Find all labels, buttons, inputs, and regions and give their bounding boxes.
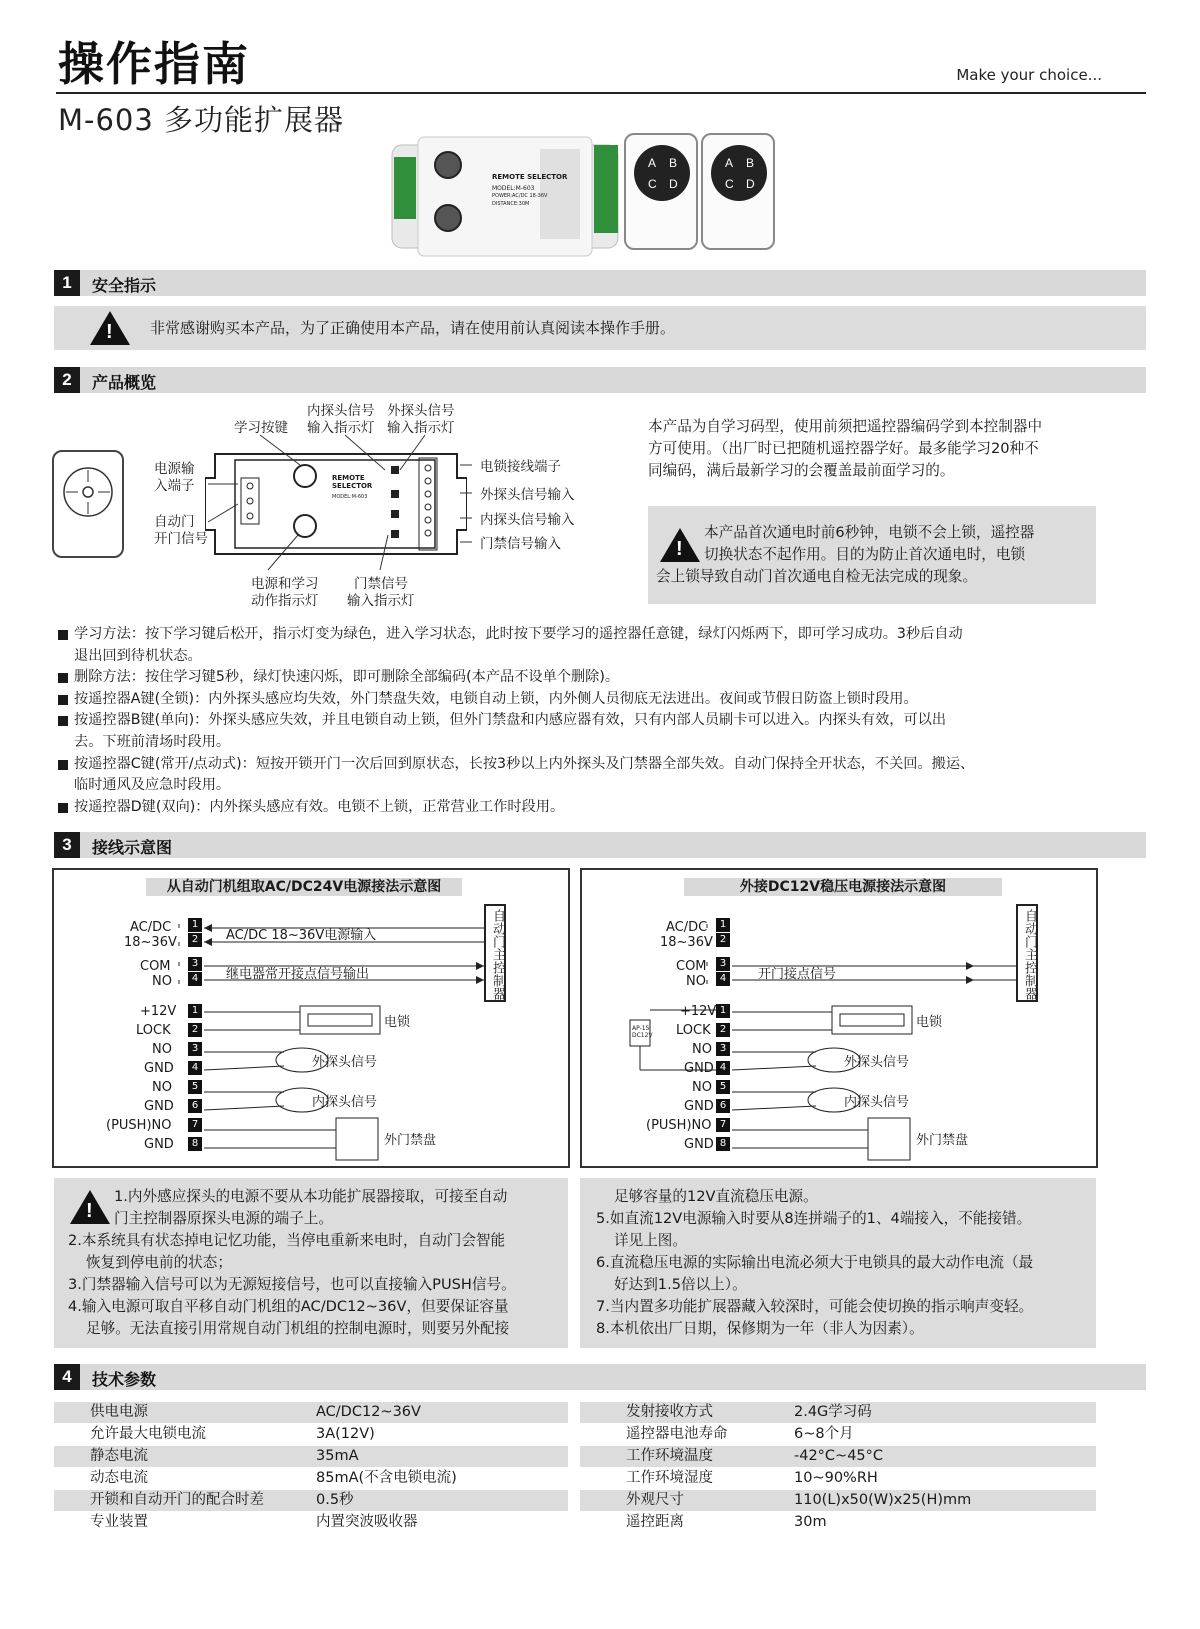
panel-title: 从自动门机组取AC/DC24V电源接法示意图	[146, 878, 462, 896]
list-item: 删除方法：按住学习键5秒，绿灯快速闪烁，即可删除全部编码(本产品不设单个删除)。	[58, 667, 1148, 689]
remote-control-2	[701, 133, 775, 250]
callout-power-learn-led: 电源和学习	[251, 576, 319, 592]
table-row: 遥控器电池寿命 6~8个月	[626, 1426, 854, 1442]
terminal-label: NO	[152, 1080, 172, 1095]
table-row: 专业装置 内置突波吸收器	[90, 1514, 418, 1530]
callout-auto-door: 自动门	[154, 514, 195, 530]
device-label-inner-probe: 内探头信号	[844, 1095, 910, 1110]
device-label-access: 外门禁盘	[384, 1133, 437, 1148]
terminal-label: +12V	[140, 1004, 177, 1019]
device-brand: REMOTE SELECTOR	[492, 173, 568, 181]
spec-table-right	[580, 1402, 1096, 1534]
callout-outer-probe: 外探头信号	[387, 403, 455, 419]
power-on-warning-box: ! 本产品首次通电时前6秒钟，电锁不会上锁，遥控器 切换状态不起作用。目的为防止首次通电时，电锁 会上锁导致自动门首次通电自检无法完成的现象。	[648, 506, 1096, 604]
table-row: 开锁和自动开门的配合时差 0.5秒	[54, 1490, 568, 1511]
device-model: MODEL:M-603	[492, 185, 535, 192]
table-row: 允许最大电锁电流 3A(12V)	[90, 1426, 375, 1442]
wire-label-power: AC/DC 18~36V电源输入	[226, 928, 377, 943]
callout-inner-probe-led: 输入指示灯	[307, 420, 375, 436]
terminal-label: NO	[692, 1042, 712, 1057]
callout-power-input: 电源输	[154, 461, 195, 477]
device-photo	[390, 135, 620, 258]
remote-control-1	[624, 133, 698, 250]
operation-methods-list: 学习方法：按下学习键后松开，指示灯变为绿色，进入学习状态，此时按下要学习的遥控器任意键，绿灯闪烁两下，即可学习成功。3秒后自动 退出回到待机状态。 删除方法：按住学习键5秒，绿灯快速闪烁，即可删除全部编码(本产品不设单个删除)。 按遥控器A键(全锁)：内外探头感应均失效，外门禁盘失效，电锁自动上锁，内外侧人员彻底无法进出。夜间或节假日防盗上锁时段用。 按遥控器B键(单向)：外探头感应失效，并且电锁自动上锁，但外门禁盘和内感应器有效，只有内部人员刷卡可以进入。内探头有效，可以出 去。下班前清场时段用。 按遥控器C键(常开/点动式)：短按开锁开门一次后回到原状态，长按3秒以上内外探头及门禁器全部失效。自动门保持全开状态，不关回。搬运、 临时通风及应急时段用。 按遥控器D键(双向)：内外探头感应有效。电锁不上锁，正常营业工作时段用。	[58, 624, 1148, 818]
callout-auto-door-signal: 开门信号	[154, 531, 208, 547]
callout-learn-key: 学习按键	[234, 420, 288, 436]
terminal-label: COM	[140, 959, 171, 974]
section-number: 1	[54, 270, 80, 296]
list-item: 按遥控器B键(单向)：外探头感应失效，并且电锁自动上锁，但外门禁盘和内感应器有效，只有内部人员刷卡可以进入。内探头有效，可以出	[58, 710, 1148, 732]
table-row: 静态电流 35mA	[54, 1446, 568, 1467]
table-row: 供电电源 AC/DC12~36V	[54, 1402, 568, 1423]
section-header-safety	[54, 270, 1146, 296]
main-controller-box: 自动门主控制器	[484, 904, 506, 1002]
notes-box-right: 足够容量的12V直流稳压电源。 5.如直流12V电源输入时要从8连拼端子的1、4端接入，不能接错。 详见上图。 6.直流稳压电源的实际输出电流必须大于电锁具的最大动作电流（最 好达到1.5倍以上）。 7.当内置多功能扩展器藏入较深时，可能会使切换的指示响声变轻。 8.本机依出厂日期，保修期为一年（非人为因素）。	[580, 1178, 1096, 1348]
terminal-label: LOCK	[136, 1023, 171, 1038]
device-label-lock: 电锁	[916, 1015, 943, 1030]
callout-lock-terminal: 电锁接线端子	[480, 459, 561, 475]
table-row: 工作环境温度 -42°C~45°C	[580, 1446, 1096, 1467]
section-header-wiring	[54, 832, 1146, 858]
device-label-inner-probe: 内探头信号	[312, 1095, 378, 1110]
list-item: 按遥控器C键(常开/点动式)：短按开锁开门一次后回到原状态，长按3秒以上内外探头及门禁器全部失效。自动门保持全开状态，不关回。搬运、	[58, 754, 1148, 776]
section-number: 4	[54, 1364, 80, 1390]
terminal-label: GND	[684, 1099, 714, 1114]
remote-outline-icon	[52, 450, 124, 558]
terminal-label: NO	[686, 974, 706, 989]
callout-power-learn-led-2: 动作指示灯	[251, 593, 319, 609]
terminal-label: (PUSH)NO	[106, 1118, 172, 1133]
remote-keypad: A B C D	[711, 145, 767, 201]
table-row: 发射接收方式 2.4G学习码	[580, 1402, 1096, 1423]
terminal-label: (PUSH)NO	[646, 1118, 712, 1133]
callout-power-input-2: 入端子	[154, 478, 195, 494]
section-number: 3	[54, 832, 80, 858]
terminal-label: GND	[144, 1061, 174, 1076]
section-title: 产品概览	[92, 373, 157, 392]
terminal-label: LOCK	[676, 1023, 711, 1038]
device-label-access: 外门禁盘	[916, 1133, 969, 1148]
table-row: 动态电流 85mA(不含电锁电流)	[90, 1470, 457, 1486]
list-item: 学习方法：按下学习键后松开，指示灯变为绿色，进入学习状态，此时按下要学习的遥控器任意键，绿灯闪烁两下，即可学习成功。3秒后自动	[58, 624, 1148, 646]
device-label-lock: 电锁	[384, 1015, 411, 1030]
main-controller-box: 自动门主控制器	[1016, 904, 1038, 1002]
section-header-overview	[54, 367, 1146, 393]
warning-icon	[660, 528, 700, 562]
remote-keypad: A B C D	[634, 145, 690, 201]
terminal-label: COM	[676, 959, 707, 974]
callout-inner-probe: 内探头信号	[307, 403, 375, 419]
callout-outer-probe-led: 输入指示灯	[387, 420, 455, 436]
list-item: 按遥控器D键(双向)：内外探头感应有效。电锁不上锁，正常营业工作时段用。	[58, 797, 1148, 819]
table-row: 外观尺寸 110(L)x50(W)x25(H)mm	[580, 1490, 1096, 1511]
section-title: 安全指示	[92, 276, 157, 295]
warning-icon	[90, 311, 130, 345]
wire-label-relay: 开门接点信号	[758, 967, 837, 982]
terminal-label: +12V	[680, 1004, 717, 1019]
section-number: 2	[54, 367, 80, 393]
terminal-label: AC/DC	[130, 920, 172, 935]
terminal-label: 18~36V	[124, 935, 177, 950]
panel-title: 外接DC12V稳压电源接法示意图	[684, 878, 1002, 896]
terminal-label: GND	[144, 1137, 174, 1152]
product-subtitle: M-603 多功能扩展器	[58, 103, 345, 137]
diagram-brand: REMOTE SELECTOR	[332, 474, 373, 490]
device-distance: DISTANCE:30M	[492, 201, 530, 207]
psu-label: AP-15 DC12V	[632, 1025, 653, 1039]
terminal-label: NO	[152, 1042, 172, 1057]
callout-access-signal: 门禁信号	[354, 576, 408, 592]
diagram-model: MODEL:M-603	[332, 494, 368, 500]
device-power: POWER:AC/DC 18-36V	[492, 193, 548, 199]
wiring-panel-left	[52, 868, 570, 1168]
terminal-label: NO	[692, 1080, 712, 1095]
section-title: 接线示意图	[92, 838, 173, 857]
tagline: Make your choice...	[956, 66, 1102, 84]
safety-notice-text: 非常感谢购买本产品，为了正确使用本产品，请在使用前认真阅读本操作手册。	[150, 319, 676, 337]
terminal-label: NO	[152, 974, 172, 989]
terminal-label: GND	[144, 1099, 174, 1114]
terminal-label: GND	[684, 1137, 714, 1152]
header-divider	[56, 92, 1146, 94]
terminal-block-top: 1 2 3 4	[716, 918, 730, 986]
terminal-label: GND	[684, 1061, 714, 1076]
callout-access-input: 门禁信号输入	[480, 536, 561, 552]
list-item: 按遥控器A键(全锁)：内外探头感应均失效，外门禁盘失效，电锁自动上锁，内外侧人员彻底无法进出。夜间或节假日防盗上锁时段用。	[58, 689, 1148, 711]
wiring-panel-right	[580, 868, 1098, 1168]
terminal-block-top: 1 2 3 4	[188, 918, 202, 986]
page-title: 操作指南	[58, 37, 250, 91]
callout-inner-probe-input: 内探头信号输入	[480, 512, 575, 528]
notes-box-left: ! 1.内外感应探头的电源不要从本功能扩展器接取，可接至自动 门主控制器原探头电源的端子上。 2.本系统具有状态掉电记忆功能，当停电重新来电时，自动门会智能 恢复到停电前的状态； 3.门禁器输入信号可以为无源短接信号，也可以直接输入PUSH信号。 4.输入电源可取自平移自动门机组的AC/DC12~36V，但要保证容量 足够。无法直接引用常规自动门机组的控制电源时，则要另外配接	[54, 1178, 568, 1348]
terminal-block-bottom: 1 2 3 4 5 6 7 8	[188, 1004, 202, 1151]
section-header-specs	[54, 1364, 1146, 1390]
overview-description: 本产品为自学习码型，使用前须把遥控器编码学到本控制器中 方可使用。（出厂时已把随机遥控器学好。最多能学习20种不 同编码，满后最新学习的会覆盖最前面学习的。	[648, 418, 1043, 479]
device-label-outer-probe: 外探头信号	[844, 1055, 910, 1070]
table-row: 遥控距离 30m	[626, 1514, 827, 1530]
terminal-block-bottom: 1 2 3 4 5 6 7 8	[716, 1004, 730, 1151]
table-row: 工作环境湿度 10~90%RH	[626, 1470, 878, 1486]
callout-access-led: 输入指示灯	[347, 593, 415, 609]
wire-label-relay: 继电器常开接点信号输出	[226, 967, 370, 982]
callout-outer-probe-input: 外探头信号输入	[480, 487, 575, 503]
device-label-outer-probe: 外探头信号	[312, 1055, 378, 1070]
terminal-label: 18~36V	[660, 935, 713, 950]
spec-table-left	[54, 1402, 568, 1534]
section-title: 技术参数	[92, 1370, 157, 1389]
safety-notice-box	[54, 306, 1146, 350]
terminal-label: AC/DC	[666, 920, 708, 935]
warning-icon	[70, 1190, 110, 1224]
